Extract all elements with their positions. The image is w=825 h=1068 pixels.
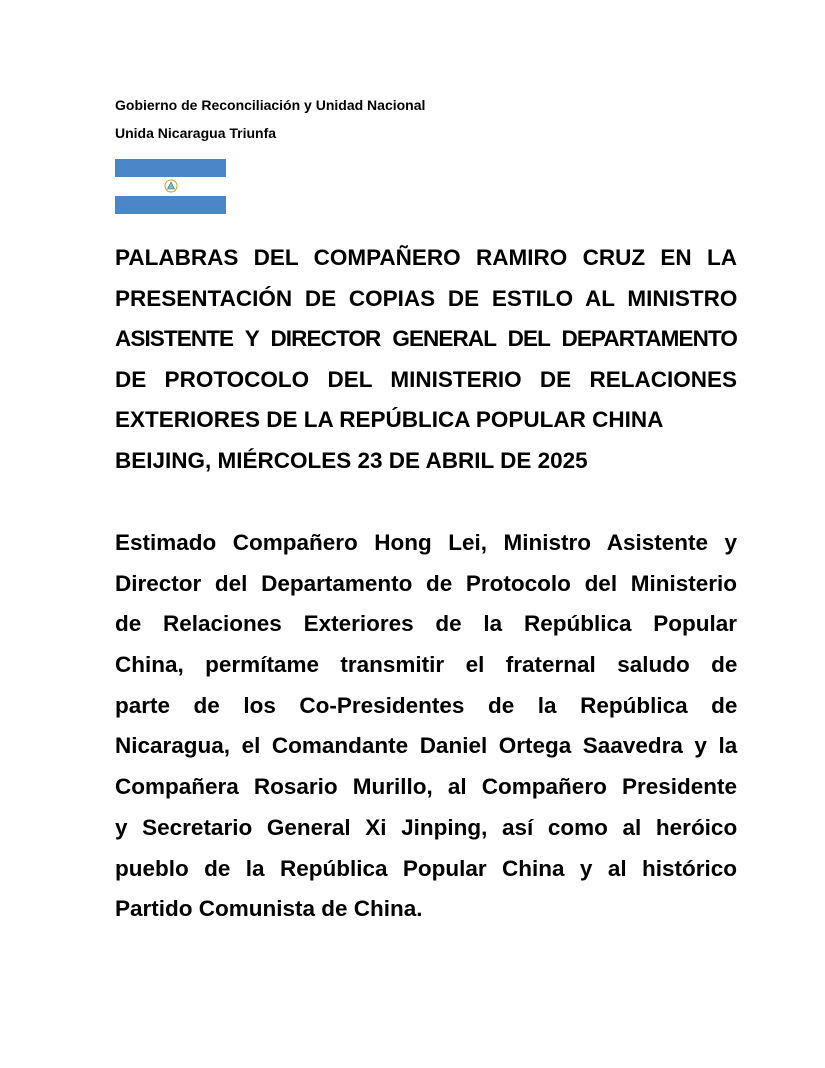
title-line: DE PROTOCOLO DEL MINISTERIO DE RELACIONES xyxy=(115,366,737,392)
paragraph-line: Estimado Compañero Hong Lei, Ministro Asistente y xyxy=(115,530,737,555)
paragraph-line: pueblo de la República Popular China y al histórico xyxy=(115,855,737,881)
paragraph-line: de Relaciones Exteriores de la República Popular xyxy=(115,611,737,637)
paragraph-line: Director del Departamento de Protocolo del Ministerio xyxy=(115,570,737,596)
paragraph-line: parte de los Co-Presidentes de la República de xyxy=(115,692,738,718)
speech-paragraph xyxy=(115,523,737,930)
paragraph-line: y Secretario General Xi Jinping, así como al heróico xyxy=(115,814,738,840)
title-line: EXTERIORES DE LA REPÚBLICA POPULAR CHINA xyxy=(115,407,664,433)
paragraph-line: Compañera Rosario Murillo, al Compañero Presidente xyxy=(115,774,737,800)
government-name: Gobierno de Reconciliación y Unidad Nacional xyxy=(115,97,426,113)
nicaragua-flag-icon xyxy=(115,159,226,214)
speech-title xyxy=(115,238,737,482)
paragraph-line: Partido Comunista de China. xyxy=(115,896,423,922)
flag-top-band xyxy=(115,159,226,177)
flag-middle-band xyxy=(115,177,226,195)
title-line: PRESENTACIÓN DE COPIAS DE ESTILO AL MINISTRO xyxy=(115,285,738,311)
title-line: PALABRAS DEL COMPAÑERO RAMIRO CRUZ EN LA xyxy=(115,245,737,270)
paragraph-line: China, permítame transmitir el fraternal saludo de xyxy=(115,652,738,678)
coat-of-arms-icon xyxy=(164,179,178,193)
paragraph-line: Nicaragua, el Comandante Daniel Ortega Saavedra y la xyxy=(115,733,738,759)
title-date-line: BEIJING, MIÉRCOLES 23 DE ABRIL DE 2025 xyxy=(115,447,588,473)
flag-bottom-band xyxy=(115,196,226,214)
government-slogan: Unida Nicaragua Triunfa xyxy=(115,125,277,141)
title-line: ASISTENTE Y DIRECTOR GENERAL DEL DEPARTAMENTO xyxy=(115,326,737,352)
